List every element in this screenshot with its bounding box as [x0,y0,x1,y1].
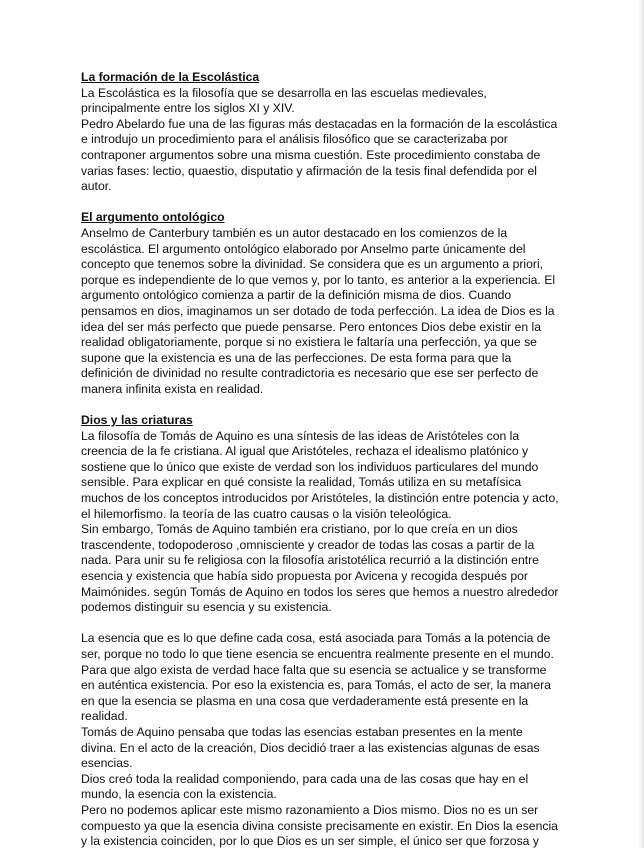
paragraph: Anselmo de Canterbury también es un autor destacado en los comienzos de la escolástica. El argumento ontológico elaborado por Anselmo parte únicamente del concepto que tenemos sobre la divinidad. Se considera que es un argumento a priori, porque es independiente de lo que vemos y, por lo tanto, es anterior a la experiencia. El argumento ontológico comienza a partir de la definición misma de dios. Cuando pensamos en dios, imaginamos un ser dotado de toda perfección. La idea de Dios es la idea del ser más perfecto que puede pensarse. Pero entonces Dios debe existir en la realidad obligatoriamente, porque si no existiera le faltaría una perfección, ya que se supone que la existencia es una de las perfecciones. De esta forma para que la definición de divinidad no resulte contradictoria es necesario que ese ser perfecto de manera infinita exista en realidad. [81,225,556,396]
document-body [81,70,561,865]
section-dios-criaturas [81,413,561,616]
section-esencia-existencia [81,631,561,849]
section-heading: El argumento ontológico [81,210,225,225]
paragraph: Tomás de Aquino pensaba que todas las esencias estaban presentes en la mente divina. En el acto de la creación, Dios decidió traer a las existencias algunas de esas esencias. [81,724,540,771]
section-heading: La formación de la Escolástica [81,70,260,84]
section-argumento-ontologico [81,210,561,397]
paragraph: Pero no podemos aplicar este mismo razonamiento a Dios mismo. Dios no es un ser compuesto ya que la esencia divina consiste precisamente en existir. En Dios la esencia y la existencia coinciden, por lo que Dios es un ser simple, el único ser que forzosa y [81,802,558,849]
page-edge-shadow [638,0,644,848]
paragraph: Sin embargo, Tomás de Aquino también era cristiano, por lo que creía en un dios trascendente, todopoderoso ,omnisciente y creador de todas las cosas a partir de la nada. Para unir su fe religiosa con la filosofía aristotélica recurrió a la distinción entre esencia y existencia que había sido propuesta por Avicena y recogida después por Maimónides. según Tomás de Aquino en todos los seres que hemos a nuestro alrededor podemos distinguir su esencia y su existencia. [81,522,559,615]
paragraph: La esencia que es lo que define cada cosa, está asociada para Tomás a la potencia de ser, porque no todo lo que tiene esencia se encuentra realmente presente en el mundo. Para que algo exista de verdad hace falta que su esencia se actualice y se transforme en auténtica existencia. Por eso la existencia es, para Tomás, el acto de ser, la manera en que la esencia se plasma en una cosa que verdaderamente está presente en la realidad. [81,631,554,724]
section-formacion-escolastica [81,70,561,195]
paragraph: La filosofía de Tomás de Aquino es una síntesis de las ideas de Aristóteles con la creencia de la fe cristiana. Al igual que Aristóteles, rechaza el idealismo platónico y sostiene que lo único que existe de verdad son los individuos particulares del mundo sensible. Para explicar en qué consiste la realidad, Tomás utiliza en su metafísica muchos de los conceptos introducidos por Aristóteles, la distinción entre potencia y acto, el hilemorfismo. la teoría de las cuatro causas o la visión teleológica. [81,428,559,521]
section-heading: Dios y las criaturas [81,413,193,428]
paragraph: Pedro Abelardo fue una de las figuras más destacadas en la formación de la escolástica e introdujo un procedimiento para el análisis filosófico que se caracterizaba por contraponer argumentos sobre una misma cuestión. Este procedimiento constaba de varias fases: lectio, quaestio, disputatio y afirmación de la tesis final defendida por el autor. [81,116,558,194]
paragraph: Dios creó toda la realidad componiendo, para cada una de las cosas que hay en el mundo, la esencia con la existencia. [81,771,529,802]
paragraph: La Escolástica es la filosofía que se desarrolla en las escuelas medievales, principalmente entre los siglos XI y XIV. [81,85,487,116]
